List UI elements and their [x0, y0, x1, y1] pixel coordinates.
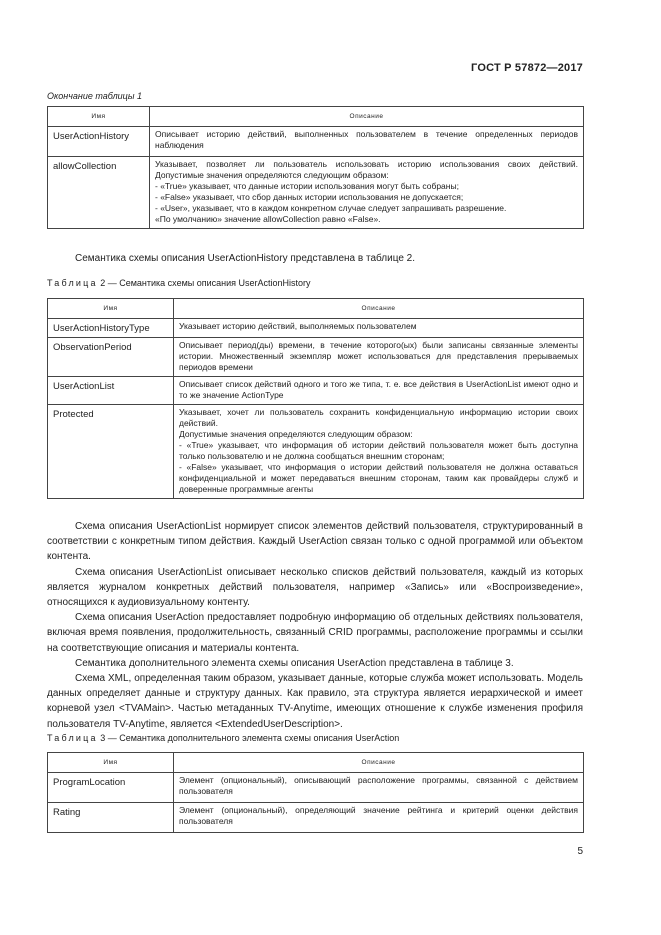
paragraph: Семантика дополнительного элемента схемы описания UserAction представлена в таблице 3. — [75, 657, 514, 669]
table-row — [48, 157, 584, 229]
paragraph: Схема описания UserAction предоставляет подробную информацию об отдельных действиях пользователя, включая время появления, продолжительность, связанный CRID программы, расположение программы и ссылки на соответствующие описания и материалы контента. — [47, 612, 583, 654]
row-description: Указывает, позволяет ли пользователь использовать историю использования своих действий. Допустимые значения определяются следующим образом: - «True» указывает, что данные истории использования могут быть собраны; - «False» указывает, что сбор данных истории использования не допускается; - «User», указывает, что в каждом конкретном случае следует запрашивать разрешение. «По умолчанию» значение allowCollection равно «False». — [150, 157, 584, 229]
table-3 — [47, 752, 584, 833]
column-header-description: Описание — [174, 299, 584, 319]
row-name: allowCollection — [48, 157, 150, 229]
table-1 — [47, 106, 584, 229]
table2-caption-text: 2 — Семантика схемы описания UserActionHistory — [97, 278, 311, 288]
table3-caption-prefix: Таблица — [47, 733, 98, 743]
column-header-name: Имя — [48, 753, 174, 773]
table-row — [48, 127, 584, 157]
table2-caption-prefix: Таблица — [47, 278, 98, 288]
row-description: Элемент (опциональный), определяющий значение рейтинга и критерий оценки действия пользователя — [174, 803, 584, 833]
row-name: UserActionHistoryType — [48, 319, 174, 338]
table-2 — [47, 298, 584, 499]
table2-intro-paragraph: Семантика схемы описания UserActionHistory представлена в таблице 2. — [75, 253, 415, 264]
row-description: Описывает список действий одного и того же типа, т. е. все действия в UserActionList имеют одно и то же значение ActionType — [174, 377, 584, 405]
page-number: 5 — [577, 846, 583, 857]
row-name: UserActionList — [48, 377, 174, 405]
row-description: Элемент (опциональный), описывающий расположение программы, связанной с действием пользователя — [174, 773, 584, 803]
paragraph: Схема XML, определенная таким образом, указывает данные, которые служба может использовать. Модель данных определяет данные и структуру данных. Как правило, эта структура является иерархической и имеет корневой узел <TVAMain>. Частью метаданных TV-Anytime, имеющих отношение к службе изменения профиля пользователя TV-Anytime, является <ExtendedUserDescription>. — [47, 673, 583, 730]
paragraph: Схема описания UserActionList описывает несколько списков действий пользователя, каждый из которых является журналом конкретных действий пользователя, например «Запись» или «Воспроизведение», относящихся к аудиовизуальному контенту. — [47, 566, 583, 609]
row-description: Описывает период(ды) времени, в течение которого(ых) были записаны связанные элементы истории. Множественный экземпляр может использоваться для представления прерываемых периодов времени — [174, 338, 584, 377]
row-name: Protected — [48, 405, 174, 499]
table-row — [48, 405, 584, 499]
table-row — [48, 803, 584, 833]
table-header-row — [48, 753, 584, 773]
table1-caption: Окончание таблицы 1 — [47, 91, 142, 101]
row-name: ProgramLocation — [48, 773, 174, 803]
column-header-name: Имя — [48, 107, 150, 127]
column-header-description: Описание — [174, 753, 584, 773]
table-row — [48, 319, 584, 338]
table-header-row — [48, 299, 584, 319]
table2-caption — [47, 278, 311, 288]
table-row — [48, 338, 584, 377]
column-header-name: Имя — [48, 299, 174, 319]
table3-caption — [47, 733, 399, 743]
table-row — [48, 377, 584, 405]
row-description: Описывает историю действий, выполненных пользователем в течение определенных периодов наблюдения — [150, 127, 584, 157]
row-name: Rating — [48, 803, 174, 833]
row-name: ObservationPeriod — [48, 338, 174, 377]
row-description: Указывает историю действий, выполняемых пользователем — [174, 319, 584, 338]
table-row — [48, 773, 584, 803]
row-description: Указывает, хочет ли пользователь сохранить конфиденциальную информацию истории своих действий. Допустимые значения определяются следующим образом: - «True» указывает, что информация об истории действий пользователя может быть доступна только пользователю и не должна сообщаться внешним сторонам; - «False» указывает, что информация о истории действий пользователя не должна оставаться конфиденциальной и может передаваться внешним сторонам, таким как провайдеры служб и доверенные программные агенты — [174, 405, 584, 499]
document-standard-number: ГОСТ Р 57872—2017 — [471, 62, 583, 74]
table-header-row — [48, 107, 584, 127]
row-name: UserActionHistory — [48, 127, 150, 157]
column-header-description: Описание — [150, 107, 584, 127]
table3-caption-text: 3 — Семантика дополнительного элемента схемы описания UserAction — [97, 733, 400, 743]
paragraph: Схема описания UserActionList нормирует список элементов действий пользователя, структурированный в соответствии с конкретным типом действия. Каждый UserAction связан только с одной программой или объектом контента. — [47, 521, 583, 563]
body-text — [47, 519, 583, 732]
